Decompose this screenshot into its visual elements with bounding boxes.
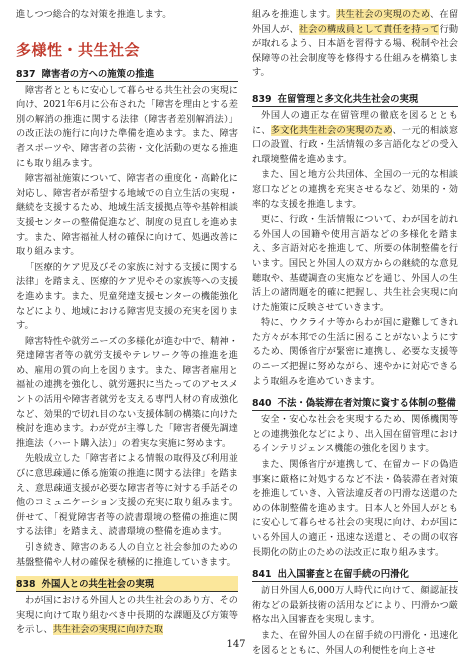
- section-838-paragraph: [16, 594, 238, 638]
- section-837-paragraph: 先般成立した「障害者による情報の取得及び利用並びに意思疎通に係る施策の推進に関する法律」を踏まえ、意思疎通支援が必要な障害者等に対する手話その他のコミュニケーション支援の充実に取り組みます。併せて、「視覚障害者等の読書環境の整備の推進に関する法律」を踏まえ、読書環境の整備を進めます。: [16, 453, 238, 538]
- section-838-text: わが国における外国人との共生社会のあり方、その実現に向けて取り組むべき中長期的な課題及び方策等を示し、: [16, 595, 238, 636]
- section-839-paragraph: 特に、ウクライナ等からわが国に避難してきれた方々が本邦での生活に困ることがないようにするため、関係省庁が緊密に連携し、必要な支援等のニーズ把握に努めながら、速やかに対応できるよう取組みを進めていきます。: [252, 317, 458, 387]
- section-840-title: 不法・偽装滞在者対策に資する体制の整備: [277, 398, 456, 410]
- right-column: [252, 8, 458, 659]
- section-841-header: [252, 566, 458, 582]
- intro-line: 進しつつ総合的な対策を推進します。: [16, 9, 172, 20]
- highlighted-text: 共生社会の実現に向けた取: [52, 624, 163, 636]
- section-840-number: 840: [252, 398, 272, 410]
- section-837-title: 障害者の方への施策の推進: [41, 68, 155, 80]
- highlighted-text: 多文化共生社会の実現のため: [270, 124, 393, 136]
- highlighted-text: 共生社会の実現のため: [336, 9, 430, 20]
- section-837-paragraph: 引き続き、障害のある人の自立と社会参加のための基盤整備や人材の確保を積極的に推進していきます。: [16, 542, 238, 568]
- section-838-title: 外国人との共生社会の実現: [41, 579, 155, 591]
- section-840-paragraph: 安全・安心な社会を実現するため、関係機関等との連携強化などにより、出入国在留管理におけるインテリジェンス機能の強化を図ります。: [252, 414, 458, 455]
- section-839-text: 、一元的相談窓口の設置、行政・生活情報の多言語化などの受入れ環境整備を進めます。: [252, 124, 459, 165]
- page-number: 147: [226, 639, 246, 650]
- section-839-header: [252, 91, 458, 107]
- section-837-header: [16, 66, 238, 82]
- continued-text: 、在留外国人が、: [252, 9, 459, 35]
- section-837-paragraph: 障害者とともに安心して暮らせる共生社会の実現に向け、2021年6月に公布された「障害を理由とする差別の解消の推進に関する法律（障害者差別解消法）」の改正法の施行に向けた準備を進めます。また、障害者スポーツや、障害者の芸術・文化活動の更なる推進にも取り組みます。: [16, 84, 238, 169]
- section-839-paragraph: [252, 109, 458, 167]
- continued-text: 組みを推進します。: [252, 9, 337, 20]
- section-839-number: 839: [252, 93, 272, 105]
- section-heading-diversity: 多様性・共生社会: [16, 40, 141, 59]
- section-840-header: [252, 395, 458, 411]
- section-837-paragraph: 障害福祉施策について、障害者の重度化・高齢化に対応し、障害者が希望する地域での自立生活の実現・継続を支援するため、地域生活支援拠点等や基幹相談支援センターの整備促進など、制度の見直しを進めます。また、障害福祉人材の確保に向けて、処遇改善に取り組みます。: [16, 173, 238, 258]
- section-837-paragraph: 障害特性や就労ニーズの多様化が進む中で、精神・発達障害者等の就労支援やテレワーク等の推進を進め、雇用の質の向上を図ります。また、障害者雇用と福祉の連携を強化し、就労選択に当たってのアセスメントの活用や障害者就労を支える専門人材の育成強化など、効果的で切れ目のない支援体制の構築に向けた検討を進めます。わが党が主導した「障害者優先調達推進法（ハート購入法）」の着実な実施に努めます。: [16, 335, 238, 449]
- section-841-number: 841: [252, 569, 272, 581]
- continued-text: 行動が取れるよう、日本語を習得する場、税制や社会保障等の社会制度等を修得する仕組みを構築します。: [252, 23, 459, 79]
- section-839-text: 外国人の適正な在留管理の徹底を図るとともに、: [252, 109, 458, 136]
- section-838-number: 838: [16, 579, 36, 591]
- continued-paragraph: [252, 8, 458, 81]
- section-841-paragraph: また、在留外国人の在留手続の円滑化・迅速化を図るとともに、外国人の利便性を向上させ: [252, 629, 458, 656]
- section-838-header: [16, 576, 238, 592]
- left-column: [16, 8, 238, 639]
- section-839-title: 在留管理と多文化共生社会の実現: [277, 93, 419, 105]
- section-841-title: 出入国審査と在留手続の円滑化: [277, 569, 409, 581]
- section-839-paragraph: 更に、行政・生活情報について、わが国を訪れる外国人の国籍や使用言語などの多様化を踏まえ、多言語対応を推進して、所要の体制整備を行います。国民と外国人の双方からの継続的な意見聴取や、基礎調査の実施などを通じ、外国人の生活上の諸問題を的確に把握し、共生社会実現に向けた施策に反映させていきます。: [252, 214, 458, 313]
- section-837-number: 837: [16, 68, 36, 80]
- section-841-paragraph: 訪日外国人6,000万人時代に向けて、顔認証技術などの最新技術の活用などにより、円滑かつ厳格な出入国審査を実現します。: [252, 585, 458, 626]
- highlighted-text: 社会の構成員として責任を持って: [298, 23, 440, 35]
- section-839-paragraph: また、国と地方公共団体、全国の一元的な相談窓口などとの連携を充実させるなど、効果的・効率的な支援を推進します。: [252, 169, 458, 210]
- section-837-paragraph: 「医療的ケア児及びその家族に対する支援に関する法律」を踏まえ、医療的ケア児やその家族等への支援を進めます。また、児童発達支援センターの機能強化などにより、地域における障害児支援の充実を図ります。: [16, 261, 238, 332]
- section-840-paragraph: また、関係省庁が連携して、在留カードの偽造事案に厳格に対処するなど不法・偽装滞在者対策を推進していき、入管法違反者の円滑な送還のための体制整備を進めます。日本人と外国人がともに安心して暮らせる社会の実現に向け、わが国にいる外国人の適正・迅速な送還と、その間の収容長期化の防止のための法改正に取り組みます。: [252, 459, 458, 558]
